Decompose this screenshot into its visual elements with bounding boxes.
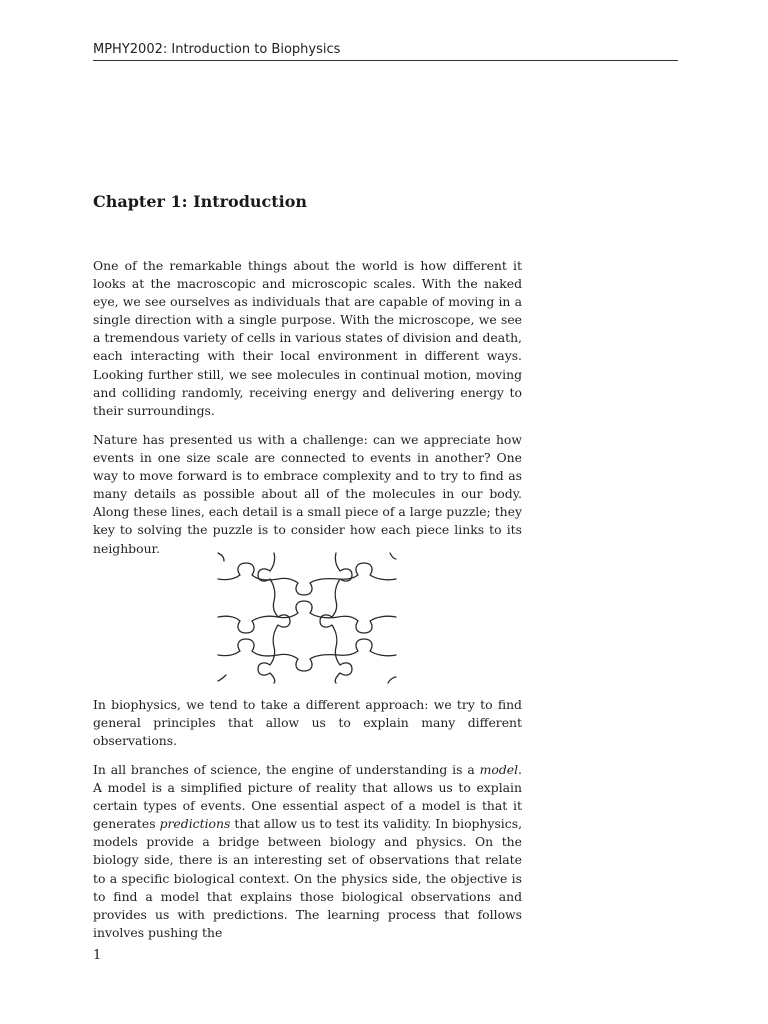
chapter-title: Chapter 1: Introduction: [93, 192, 308, 211]
paragraph-4-text-a: In all branches of science, the engine of understanding is a: [93, 762, 480, 777]
paragraph-4-text-b: . A model is a simplified picture of reality that allows us to explain certain types of events. One essential aspect of a model is that it generates: [93, 762, 522, 832]
term-predictions: predictions: [159, 816, 231, 832]
running-header: MPHY2002: Introduction to Biophysics: [93, 42, 678, 61]
paragraph-4-text-c: that allow us to test its validity. In biophysics, models provide a bridge between biology and physics. On the biology side, there is an interesting set of observations that relate to a specific biological context. On the physics side, the objective is to find a model that explains those biological observations and provides us with predictions. The learning process that follows involves pushing the: [93, 816, 523, 940]
puzzle-drawing: [216, 551, 398, 684]
paragraph-1: One of the remarkable things about the world is how different it looks at the macroscopic and microscopic scales. With the naked eye, we see ourselves as individuals that are capable of moving in a single direction with a single purpose. With the microscope, we see a tremendous variety of cells in various states of division and death, each interacting with their local environment in different ways. Looking further still, we see molecules in continual motion, moving and colliding randomly, receiving energy and delivering energy to their surroundings.: [93, 258, 522, 418]
page-number: 1: [93, 948, 102, 963]
paragraph-2: Nature has presented us with a challenge: can we appreciate how events in one size scale are connected to events in another? One way to move forward is to embrace complexity and to try to find as many details as possible about all of the molecules in our body. Along these lines, each detail is a small piece of a large puzzle; they key to solving the puzzle is to consider how each piece links to its neighbour.: [93, 432, 522, 556]
term-model: model: [479, 762, 519, 777]
paragraph-4: [93, 761, 522, 942]
paragraph-3: In biophysics, we tend to take a different approach: we try to find general principles that allow us to explain many different observations.: [93, 697, 522, 749]
jigsaw-puzzle-illustration: [216, 551, 398, 684]
